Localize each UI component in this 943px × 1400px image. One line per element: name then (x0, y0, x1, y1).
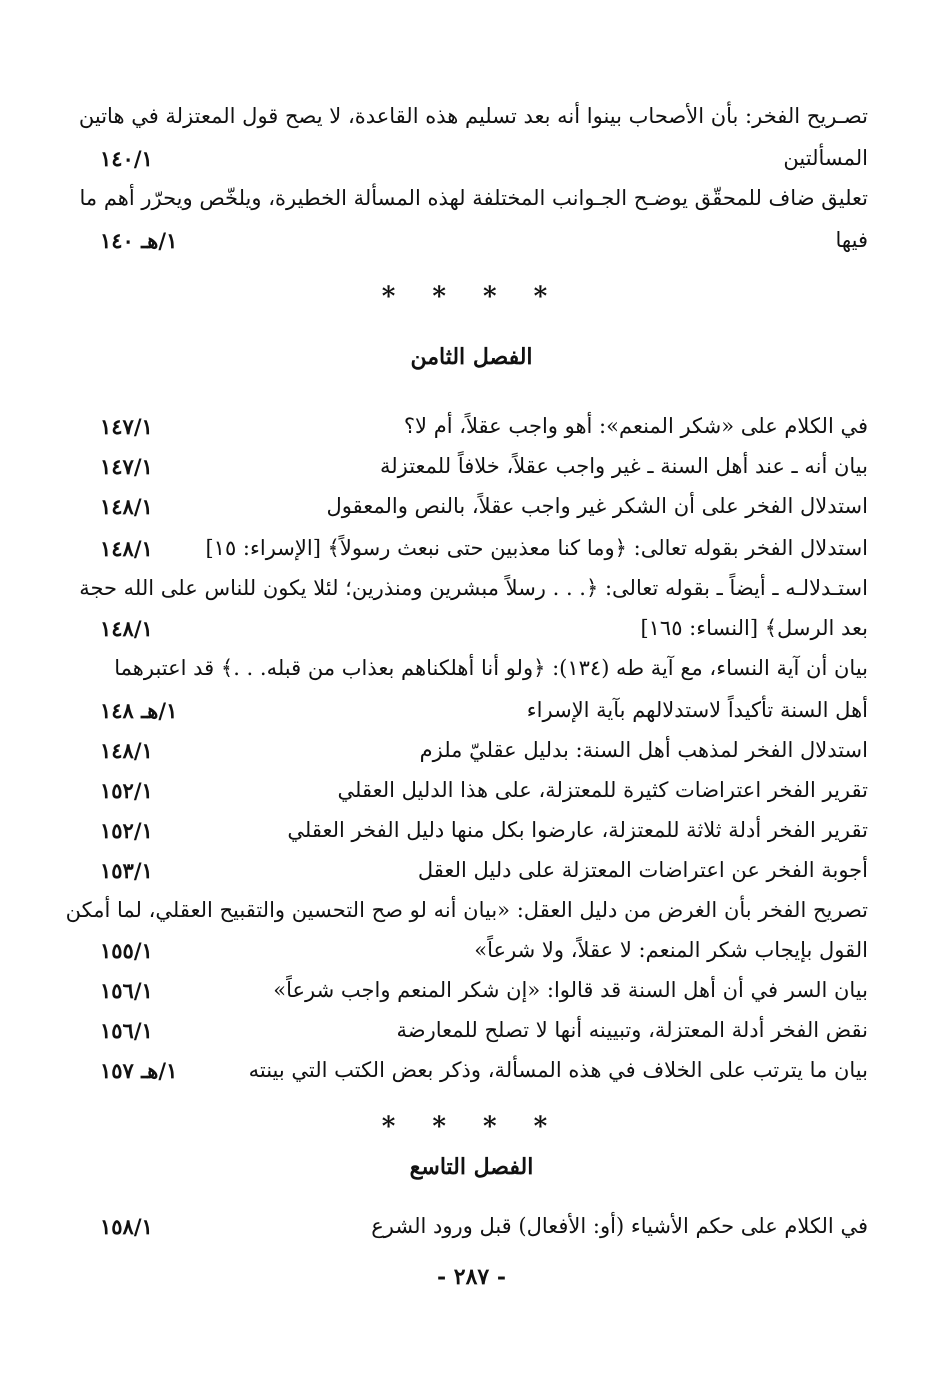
entry-text: بيان أنه ـ عند أهل السنة ـ غير واجب عقلاً، خلافاً للمعتزلة (379, 453, 868, 478)
entry-text: أجوبة الفخر عن اعتراضات المعتزلة على دليل العقل (417, 857, 868, 882)
index-entry (100, 526, 868, 562)
index-entry (100, 968, 868, 1004)
section-separator: * * * * (381, 282, 562, 312)
entry-ref: ١٤٧/١ (100, 453, 153, 479)
entry-text: بيان أن آية النساء، مع آية طه (١٣٤): ﴿ولو أنا أهلكناهم بعذاب من قبله. . .﴾ قد اعتبرهما (114, 655, 868, 680)
entry-text: نقض الفخر أدلة المعتزلة، وتبيينه أنها لا تصلح للمعارضة (396, 1017, 868, 1042)
entry-ref: ١٥٦/١ (100, 977, 153, 1003)
entry-text: بيان السر في أن أهل السنة قد قالوا: «إن شكر المنعم واجب شرعاً» (273, 977, 868, 1002)
entry-ref: ١٥٢/١ (100, 777, 153, 803)
entry-ref: ١٥٦/١ (100, 1017, 153, 1043)
index-entry (100, 218, 868, 254)
entry-text: المسألتين (783, 145, 868, 170)
index-entry (78, 94, 868, 130)
index-entry (100, 688, 868, 724)
entry-text: القول بإيجاب شكر المنعم: لا عقلاً، ولا شرعاً» (474, 937, 868, 962)
index-entry (100, 136, 868, 172)
entry-ref: ١٤٨/١ (100, 737, 153, 763)
entry-text: تصريح الفخر بأن الغرض من دليل العقل: «بيان أنه لو صح التحسين والتقبيح العقلي، لما أمكن (65, 897, 868, 922)
entry-text: استدلال الفخر بقوله تعالى: ﴿وما كنا معذبين حتى نبعث رسولاً﴾ [الإسراء: ١٥] (205, 535, 868, 560)
entry-text: في الكلام على حكم الأشياء (أو: الأفعال) قبل ورود الشرع (371, 1213, 868, 1238)
entry-text: فيها (835, 227, 868, 252)
index-entry (100, 728, 868, 764)
chapter-heading: الفصل الثامن (410, 344, 533, 370)
index-entry (100, 808, 868, 844)
index-entry (79, 566, 868, 602)
entry-text: تعليق ضاف للمحقّق يوضـح الجـوانب المختلفة لهذه المسألة الخطيرة، ويلخّص ويحرّر أهم ما (79, 185, 868, 210)
index-entry (79, 176, 868, 212)
entry-text: في الكلام على «شكر المنعم»: أهو واجب عقلاً، أم لا؟ (403, 413, 868, 438)
entry-text: أهل السنة تأكيداً لاستدلالهم بآية الإسراء (526, 697, 868, 722)
index-entry (100, 928, 868, 964)
section-separator: * * * * (381, 1112, 562, 1142)
index-entry (65, 888, 868, 924)
entry-ref: ١٤٠/١ (100, 145, 153, 171)
index-entry (100, 444, 868, 480)
entry-text: استدلال الفخر لمذهب أهل السنة: بدليل عقليّ ملزم (419, 737, 868, 762)
entry-text: تقرير الفخر أدلة ثلاثة للمعتزلة، عارضوا بكل منها دليل الفخر العقلي (287, 817, 868, 842)
entry-ref: ١٥٢/١ (100, 817, 153, 843)
chapter-heading: الفصل التاسع (409, 1154, 534, 1180)
entry-ref: ١/هـ ١٤٠ (100, 227, 178, 253)
entry-ref: ١٤٨/١ (100, 535, 153, 561)
entry-ref: ١٤٨/١ (100, 493, 153, 519)
entry-text: استدلال الفخر على أن الشكر غير واجب عقلاً، بالنص والمعقول (326, 493, 868, 518)
index-entry (100, 848, 868, 884)
index-entry (100, 484, 868, 520)
entry-ref: ١٥٣/١ (100, 857, 153, 883)
entry-text: بعد الرسل﴾ [النساء: ١٦٥] (640, 615, 868, 640)
entry-text: تقرير الفخر اعتراضات كثيرة للمعتزلة، على هذا الدليل العقلي (337, 777, 868, 802)
entry-text: استـدلالـه ـ أيضاً ـ بقوله تعالى: ﴿. . . رسلاً مبشرين ومنذرين؛ لئلا يكون للناس على الله حجة (79, 575, 868, 600)
entry-ref: ١٤٨/١ (100, 615, 153, 641)
index-entry (100, 1008, 868, 1044)
entry-ref: ١٥٥/١ (100, 937, 153, 963)
entry-ref: ١/هـ ١٥٧ (100, 1057, 178, 1083)
index-entry (100, 404, 868, 440)
index-entry (100, 1048, 868, 1084)
index-entry (100, 768, 868, 804)
entry-ref: ١٤٧/١ (100, 413, 153, 439)
page-number: - ٢٨٧ - (436, 1264, 507, 1290)
index-entry (100, 1204, 868, 1240)
entry-text: بيان ما يترتب على الخلاف في هذه المسألة، وذكر بعض الكتب التي بينته (248, 1057, 868, 1082)
index-entry (100, 606, 868, 642)
index-entry (100, 646, 868, 682)
entry-ref: ١/هـ ١٤٨ (100, 697, 178, 723)
entry-text: تصـريح الفخر: بأن الأصحاب بينوا أنه بعد تسليم هذه القاعدة، لا يصح قول المعتزلة في هاتين (78, 103, 868, 128)
entry-ref: ١٥٨/١ (100, 1213, 153, 1239)
